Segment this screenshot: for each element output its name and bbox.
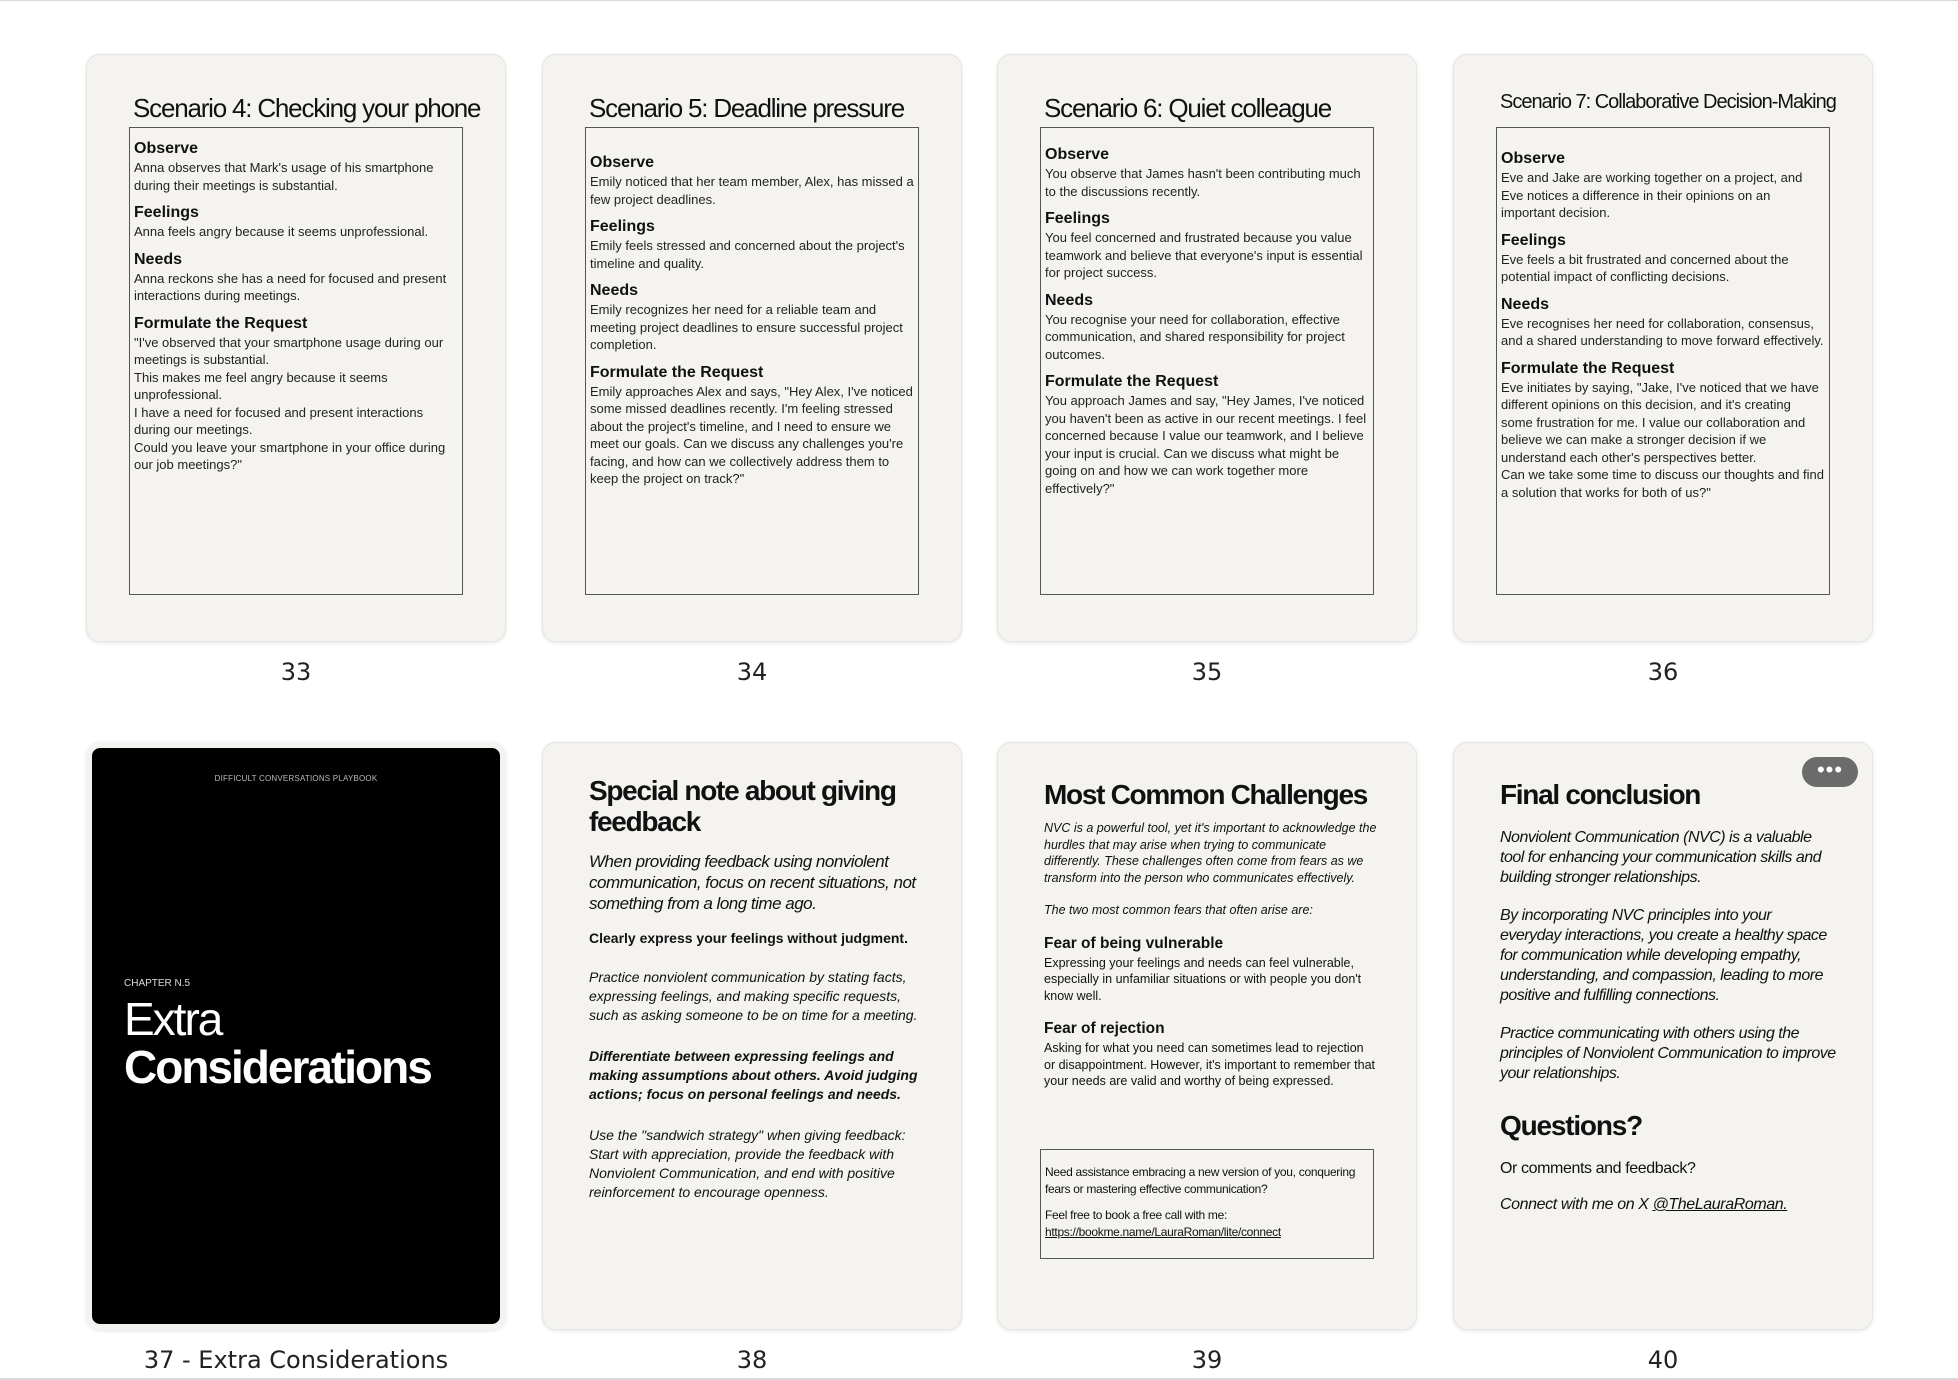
feelings-text: Anna feels angry because it seems unprofessional. <box>134 224 429 239</box>
page-content <box>589 775 933 1202</box>
feelings-heading: Feelings <box>134 204 199 221</box>
observe-text: Anna observes that Mark's usage of his smartphone during their meetings is substantial. <box>134 160 434 193</box>
page-number-label: 33 <box>280 658 312 686</box>
page-title: Most Common Challenges <box>1044 779 1367 810</box>
needs-heading: Needs <box>134 250 183 268</box>
paragraph: By incorporating NVC principles into your everyday interactions, you create a healthy space for communication while developing empathy, understanding, and compassion, leading to more positive and fulfilling connections. <box>1500 907 1827 1004</box>
scenario-box <box>129 127 463 595</box>
observe-text: Emily noticed that her team member, Alex, has missed a few project deadlines. <box>590 174 914 207</box>
questions-heading: Questions? <box>1500 1110 1643 1141</box>
connect-line <box>1500 1196 1836 1214</box>
scenario-box <box>1496 127 1830 595</box>
observe-heading: Observe <box>590 154 655 171</box>
page-thumbnail-39[interactable] <box>997 742 1417 1330</box>
page-thumbnail-36[interactable] <box>1453 54 1873 642</box>
observe-heading: Observe <box>134 140 199 157</box>
top-divider <box>0 0 1958 1</box>
page-thumbnail-35[interactable] <box>997 54 1417 642</box>
page-thumbnail-34[interactable] <box>542 54 962 642</box>
page-number-label: 39 <box>1191 1346 1223 1374</box>
page-number-label: 35 <box>1191 658 1223 686</box>
needs-heading: Needs <box>590 282 639 299</box>
request-heading: Formulate the Request <box>1045 373 1219 390</box>
page-title: Scenario 5: Deadline pressure <box>589 93 904 123</box>
paragraph: Practice nonviolent communication by stating facts, expressing feelings, and making specific requests, such as asking someone to be on time for a meeting. <box>589 969 918 1023</box>
page-title: Scenario 4: Checking your phone <box>133 93 481 123</box>
page-content <box>1500 779 1836 1214</box>
needs-text: You recognise your need for collaboration, effective communication, and shared responsibility for project outcomes. <box>1045 311 1345 362</box>
page-content <box>1044 779 1378 1090</box>
paragraph: Use the "sandwich strategy" when giving feedback: Start with appreciation, provide the feedback with Nonviolent Communication, and end with positive reinforcement to encourage openness. <box>589 1127 906 1200</box>
book-kicker: DIFFICULT CONVERSATIONS PLAYBOOK <box>214 774 378 783</box>
page-number-label: 37 - Extra Considerations <box>143 1346 449 1374</box>
intro-text-2: The two most common fears that often arise are: <box>1044 903 1313 917</box>
feelings-text: Emily feels stressed and concerned about the project's timeline and quality. <box>590 238 905 271</box>
request-text: Eve initiates by saying, "Jake, I've noticed that we have different opinions on this decision, and it's creating some frustration for me. I value our collaboration and believe we can make a stronger decision if we understand each other's perspectives better. Can we take some time to discuss our thoughts and find a solution that works for both of us?" <box>1501 379 1825 500</box>
cta-text-2: Feel free to book a free call with me: <box>1045 1208 1228 1222</box>
page-thumbnail-37[interactable] <box>86 742 506 1330</box>
page-number-label: 36 <box>1647 658 1679 686</box>
needs-text: Emily recognizes her need for a reliable team and meeting project deadlines to ensure successful project completion. <box>590 302 903 352</box>
request-text: "I've observed that your smartphone usage during our meetings is substantial. This makes me feel angry because it seems unprofessional. I have a need for focused and present interactions during our meetings. Could you leave your smartphone in your office during our job meetings?" <box>134 334 446 472</box>
fear-heading: Fear of being vulnerable <box>1044 934 1224 952</box>
observe-heading: Observe <box>1045 146 1110 163</box>
chapter-title-line1: Extra <box>124 993 222 1045</box>
page-thumbnail-38[interactable] <box>542 742 962 1330</box>
feelings-text: Eve feels a bit frustrated and concerned about the potential impact of conflicting decisions. <box>1501 251 1789 284</box>
feelings-heading: Feelings <box>1045 210 1110 227</box>
needs-heading: Needs <box>1501 295 1550 313</box>
page-number-label: 38 <box>736 1346 768 1374</box>
scenario-box <box>585 127 919 595</box>
observe-text: You observe that James hasn't been contributing much to the discussions recently. <box>1045 166 1361 199</box>
more-options-button[interactable]: ••• <box>1802 757 1858 787</box>
comments-text: Or comments and feedback? <box>1500 1160 1696 1177</box>
fear-text: Asking for what you need can sometimes lead to rejection or disappointment. However, it's important to remember that your needs are valid and worthy of being expressed. <box>1044 1041 1376 1088</box>
call-to-action-box <box>1040 1149 1374 1259</box>
fear-heading: Fear of rejection <box>1044 1020 1165 1037</box>
page-thumbnail-33[interactable] <box>86 54 506 642</box>
feelings-heading: Feelings <box>1501 231 1566 249</box>
page-title: Scenario 6: Quiet colleague <box>1044 93 1332 123</box>
request-text: You approach James and say, "Hey James, I've noticed you haven't been as active in our recent meetings. I feel concerned because I value our teamwork, and I believe your input is crucial. Can we discuss what might be going on and how we can work together more effectively?" <box>1045 393 1367 496</box>
needs-text: Anna reckons she has a need for focused and present interactions during meetings. <box>134 270 447 303</box>
feelings-heading: Feelings <box>590 218 655 235</box>
needs-heading: Needs <box>1045 291 1094 309</box>
request-heading: Formulate the Request <box>1501 359 1675 377</box>
bold-statement: Clearly express your feelings without judgment. <box>589 930 908 946</box>
page-title: Special note about giving feedback <box>589 775 896 837</box>
request-heading: Formulate the Request <box>134 314 308 332</box>
feelings-text: You feel concerned and frustrated because you value teamwork and believe that everyone's input is essential for project success. <box>1045 230 1363 280</box>
observe-heading: Observe <box>1501 150 1566 167</box>
page-number-label: 34 <box>736 658 768 686</box>
paragraph: Differentiate between expressing feelings and making assumptions about others. Avoid judging actions; focus on personal feelings and needs. <box>589 1048 918 1102</box>
cta-text: Need assistance embracing a new version of you, conquering fears or mastering effective communication? <box>1045 1165 1356 1196</box>
page-number-label: 40 <box>1647 1346 1679 1374</box>
request-text: Emily approaches Alex and says, "Hey Alex, I've noticed some missed deadlines recently. I'm feeling stressed about the project's timeline, and I need to ensure we meet our goals. Can we discuss any challenges you're facing, and how can we collectively address them to keep the project on track?" <box>590 383 913 486</box>
social-handle-link[interactable]: @TheLauraRoman. <box>1652 1196 1788 1213</box>
connect-text: Connect with me on X <box>1500 1196 1653 1213</box>
scenario-box <box>1040 127 1374 595</box>
page-thumbnail-40[interactable] <box>1453 742 1873 1330</box>
request-heading: Formulate the Request <box>590 363 764 381</box>
observe-text: Eve and Jake are working together on a project, and Eve notices a difference in their opinions on an important decision. <box>1501 170 1803 220</box>
intro-text: NVC is a powerful tool, yet it's important to acknowledge the hurdles that may arise when trying to communicate differently. These challenges often come from fears as we transform into the person who communicates effectively. <box>1044 821 1377 885</box>
page-title: Scenario 7: Collaborative Decision-Making <box>1500 91 1836 113</box>
fear-text: Expressing your feelings and needs can feel vulnerable, especially in unfamiliar situations or with people you don't know well. <box>1044 955 1362 1003</box>
chapter-label: CHAPTER N.5 <box>124 978 191 989</box>
booking-link[interactable]: https://bookme.name/LauraRoman/lite/connect <box>1045 1224 1281 1239</box>
chapter-title-line2: Considerations <box>124 1041 431 1093</box>
paragraph: Practice communicating with others using the principles of Nonviolent Communication to improve your relationships. <box>1500 1025 1836 1082</box>
lead-text: When providing feedback using nonviolent communication, focus on recent situations, not something from a long time ago. <box>589 852 916 913</box>
page-title: Final conclusion <box>1500 779 1701 810</box>
needs-text: Eve recognises her need for collaboration, consensus, and a shared understanding to move forward effectively. <box>1501 315 1824 348</box>
paragraph: Nonviolent Communication (NVC) is a valuable tool for enhancing your communication skills and building stronger relationships. <box>1500 829 1822 886</box>
